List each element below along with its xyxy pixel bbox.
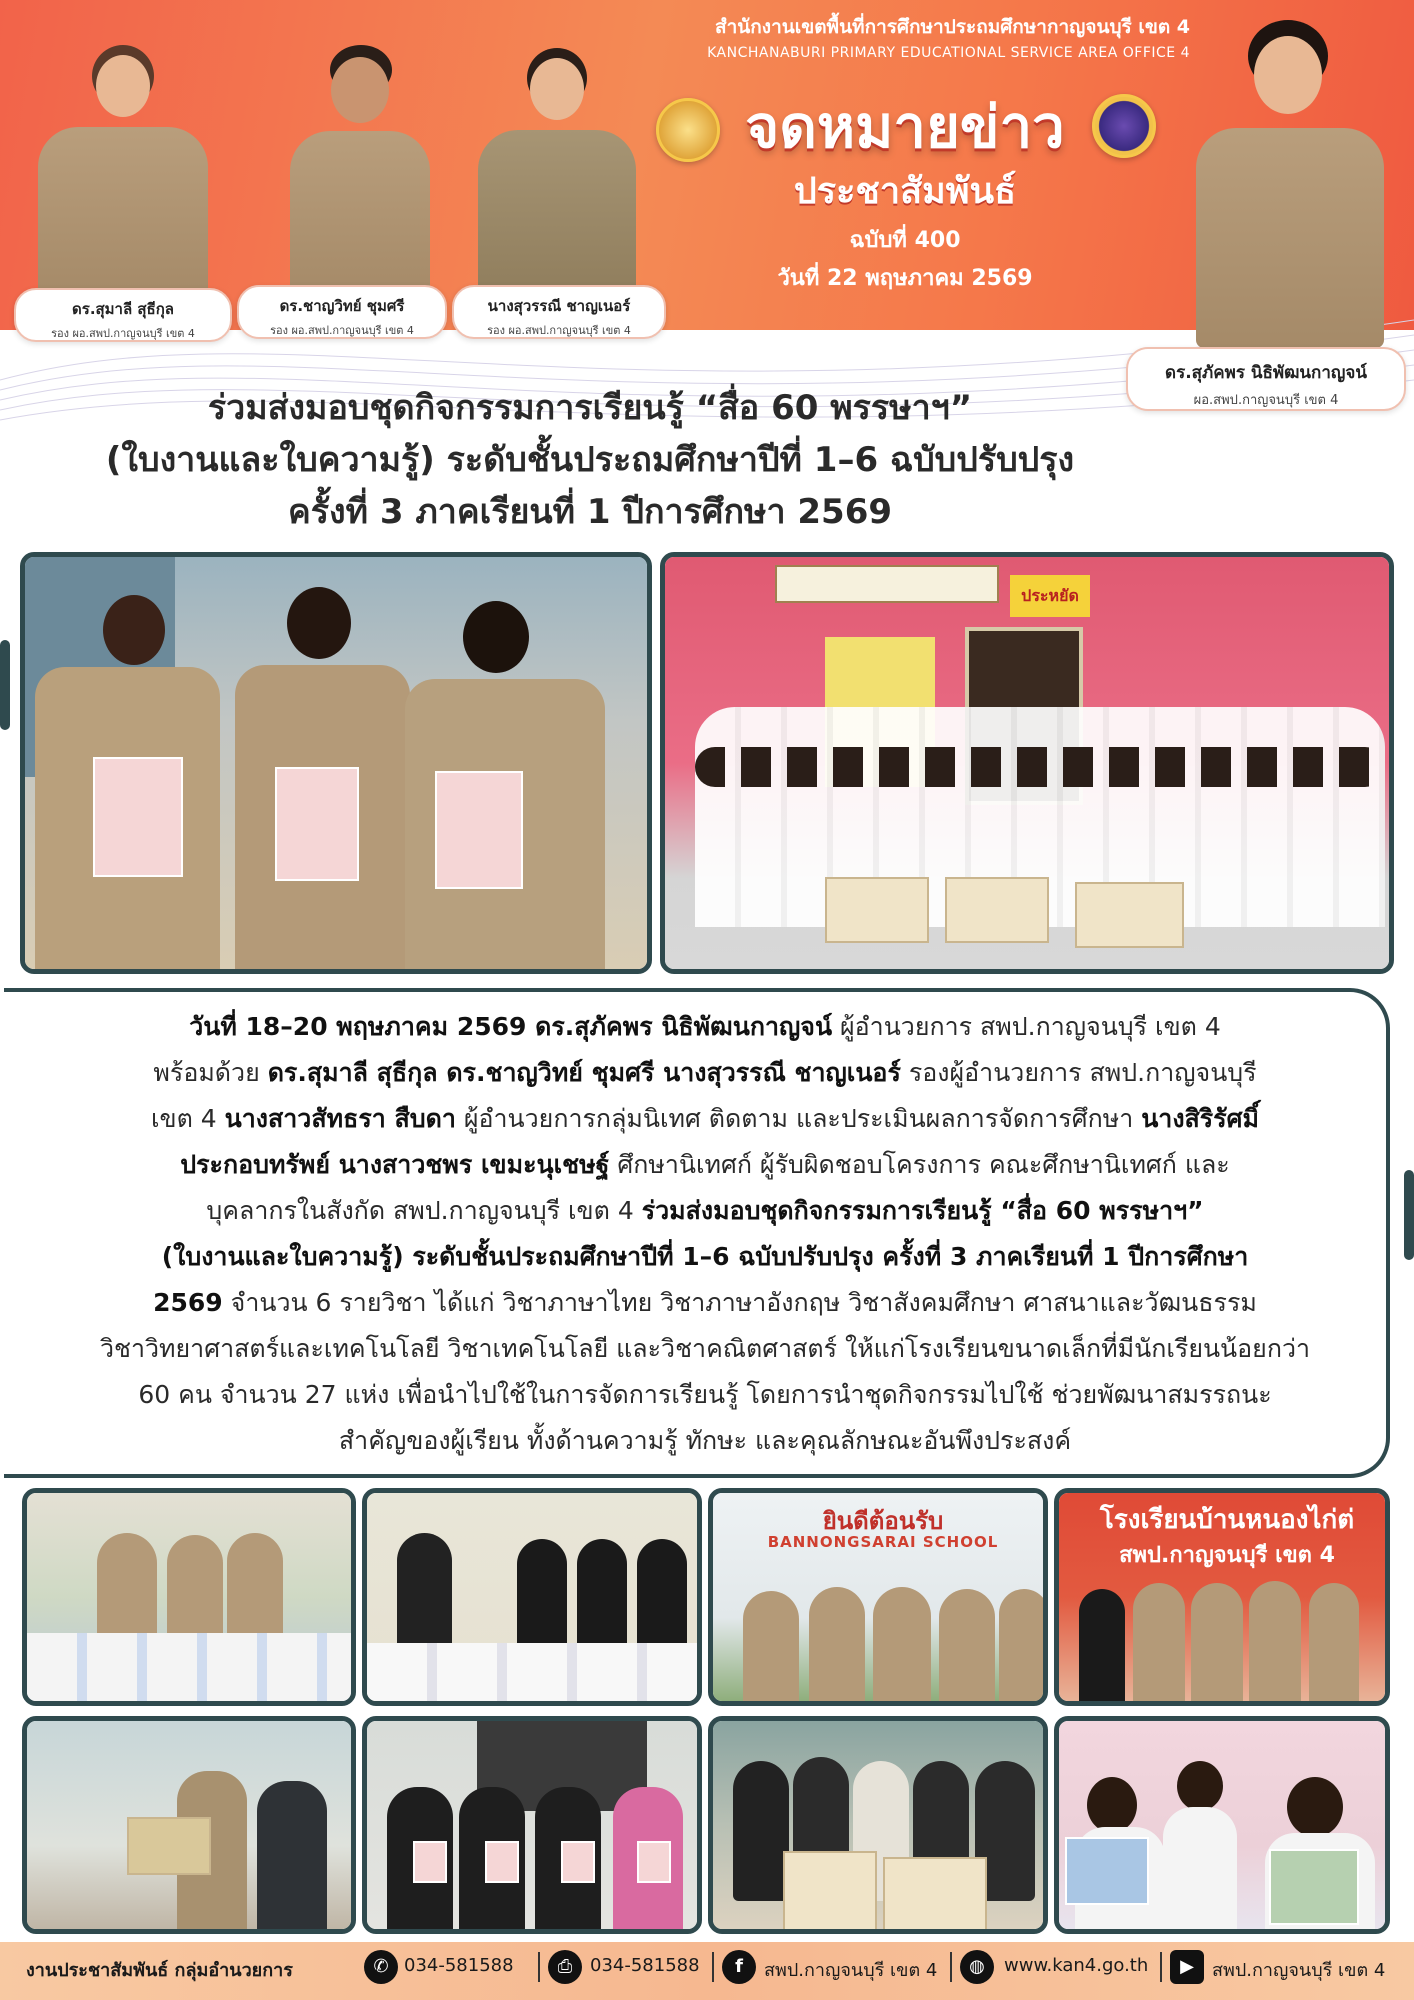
issue-number: ฉบับที่ 400 bbox=[849, 228, 961, 253]
issue-date: วันที่ 22 พฤษภาคม 2569 bbox=[777, 266, 1033, 291]
gallery-photo-1 bbox=[22, 1488, 356, 1706]
headline-line-3: ครั้งที่ 3 ภาคเรียนที่ 1 ปีการศึกษา 2569 bbox=[287, 492, 893, 532]
gallery-photo-6 bbox=[362, 1716, 702, 1934]
body-text: ศึกษานิเทศก์ ผู้รับผิดชอบโครงการ คณะศึกษานิเทศก์ และ bbox=[609, 1150, 1230, 1179]
body-text: เขต 4 bbox=[150, 1104, 225, 1133]
body-bold: 2569 bbox=[153, 1288, 223, 1317]
footer-divider bbox=[538, 1952, 540, 1982]
footer-facebook[interactable]: สพป.กาญจนบุรี เขต 4 bbox=[764, 1960, 938, 1981]
gallery-photo-8 bbox=[1054, 1716, 1390, 1934]
body-bold: (ใบงานและใบความรู้) ระดับชั้นประถมศึกษาปีที่ 1–6 ฉบับปรับปรุง ครั้งที่ 3 ภาคเรียนที่ 1 ปีการศึกษา bbox=[161, 1242, 1249, 1271]
official-name: นางสุวรรณี ชาญเนอร์ bbox=[487, 297, 631, 315]
official-portrait-2 bbox=[285, 45, 435, 295]
body-bold: นางสาวสัทธรา สืบดา bbox=[224, 1104, 456, 1133]
official-portrait-3 bbox=[472, 48, 642, 298]
org-name-thai: สำนักงานเขตพื้นที่การศึกษาประถมศึกษากาญจนบุรี เขต 4 bbox=[715, 16, 1190, 38]
body-text: วิชาวิทยาศาสตร์และเทคโนโลยี วิชาเทคโนโลยี และวิชาคณิตศาสตร์ ให้แก่โรงเรียนขนาดเล็กที่มีนักเรียนน้อยกว่า bbox=[99, 1334, 1311, 1363]
official-role: รอง ผอ.สพป.กาญจนบุรี เขต 4 bbox=[270, 324, 414, 337]
footer-department: งานประชาสัมพันธ์ กลุ่มอำนวยการ bbox=[26, 1960, 293, 1981]
youtube-icon[interactable]: ▶ bbox=[1170, 1950, 1204, 1984]
gallery-photo-7 bbox=[708, 1716, 1048, 1934]
gallery-photo-4 bbox=[1054, 1488, 1390, 1706]
body-bold: ร่วมส่งมอบชุดกิจกรรมการเรียนรู้ “สื่อ 60 พรรษาฯ” bbox=[641, 1196, 1204, 1225]
body-text: จำนวน 6 รายวิชา ได้แก่ วิชาภาษาไทย วิชาภาษาอังกฤษ วิชาสังคมศึกษา ศาสนาและวัฒนธรรม bbox=[222, 1288, 1257, 1317]
facebook-icon[interactable]: f bbox=[722, 1950, 756, 1984]
official-portrait-1 bbox=[30, 45, 215, 295]
director-name-card bbox=[1126, 347, 1406, 411]
gallery-photo-5 bbox=[22, 1716, 356, 1934]
official-name-card-2 bbox=[237, 285, 447, 339]
footer-fax[interactable]: 034-581588 bbox=[590, 1955, 700, 1976]
globe-icon: ◍ bbox=[960, 1950, 994, 1984]
obec-emblem-icon bbox=[656, 98, 720, 162]
body-text: พร้อมด้วย bbox=[153, 1058, 268, 1087]
body-text: 60 คน จำนวน 27 แห่ง เพื่อนำไปใช้ในการจัดการเรียนรู้ โดยการนำชุดกิจกรรมไปใช้ ช่วยพัฒนาสมรรถนะ bbox=[138, 1380, 1272, 1409]
headline-line-1: ร่วมส่งมอบชุดกิจกรรมการเรียนรู้ “สื่อ 60 พรรษาฯ” bbox=[207, 388, 973, 428]
school-name-sign: โรงเรียนบ้านหนองไก่ต่ bbox=[1099, 1505, 1355, 1535]
official-role: รอง ผอ.สพป.กาญจนบุรี เขต 4 bbox=[51, 327, 195, 340]
body-text: บุคลากรในสังกัด สพป.กาญจนบุรี เขต 4 bbox=[206, 1196, 642, 1225]
newsletter-subtitle: ประชาสัมพันธ์ bbox=[793, 171, 1017, 212]
body-bold: ดร.สุมาลี สุธีกุล ดร.ชาญวิทย์ ชุมศรี นางสุวรรณี ชาญเนอร์ bbox=[267, 1058, 901, 1087]
side-tab bbox=[1404, 1170, 1414, 1260]
headline-line-2: (ใบงานและใบความรู้) ระดับชั้นประถมศึกษาปีที่ 1–6 ฉบับปรับปรุง bbox=[105, 440, 1075, 480]
body-text: ผู้อำนวยการ สพป.กาญจนบุรี เขต 4 bbox=[832, 1012, 1221, 1041]
main-photo-officials bbox=[20, 552, 652, 974]
gallery-photo-3 bbox=[708, 1488, 1048, 1706]
fax-icon: ⎙ bbox=[548, 1950, 582, 1984]
official-name-card-1 bbox=[14, 288, 232, 342]
official-name: ดร.สุมาลี สุธีกุล bbox=[72, 300, 174, 318]
body-bold: วันที่ 18–20 พฤษภาคม 2569 ดร.สุภัคพร นิธิพัฒนกาญจน์ bbox=[189, 1012, 833, 1041]
director-role: ผอ.สพป.กาญจนบุรี เขต 4 bbox=[1193, 393, 1339, 408]
body-text: ผู้อำนวยการกลุ่มนิเทศ ติดตาม และประเมินผลการจัดการศึกษา bbox=[455, 1104, 1142, 1133]
director-name: ดร.สุภัคพร นิธิพัฒนกาญจน์ bbox=[1165, 363, 1367, 383]
school-sign: ยินดีต้อนรับ bbox=[822, 1507, 944, 1535]
body-text: สำคัญของผู้เรียน ทั้งด้านความรู้ ทักษะ และคุณลักษณะอันพึงประสงค์ bbox=[338, 1426, 1072, 1455]
news-headline bbox=[60, 382, 1120, 538]
footer-phone[interactable]: 034-581588 bbox=[404, 1955, 514, 1976]
footer-divider bbox=[1160, 1952, 1162, 1982]
gallery-photo-2 bbox=[362, 1488, 702, 1706]
director-portrait bbox=[1190, 20, 1390, 350]
royal-emblem-icon bbox=[1092, 94, 1156, 158]
official-role: รอง ผอ.สพป.กาญจนบุรี เขต 4 bbox=[487, 324, 631, 337]
main-photo-school-students bbox=[660, 552, 1394, 974]
side-tab bbox=[0, 640, 10, 730]
newsletter-title: จดหมายข่าว bbox=[745, 93, 1065, 161]
classroom-sign: ประหยัด bbox=[1010, 575, 1090, 617]
phone-icon: ✆ bbox=[364, 1950, 398, 1984]
official-name-card-3 bbox=[452, 285, 666, 339]
footer-youtube[interactable]: สพป.กาญจนบุรี เขต 4 bbox=[1212, 1960, 1386, 1981]
footer-website[interactable]: www.kan4.go.th bbox=[1004, 1955, 1149, 1976]
footer-divider bbox=[950, 1952, 952, 1982]
school-name-sign-2: สพป.กาญจนบุรี เขต 4 bbox=[1119, 1543, 1335, 1568]
org-name-english: KANCHANABURI PRIMARY EDUCATIONAL SERVICE AREA OFFICE 4 bbox=[707, 45, 1190, 61]
body-bold: นางสิริรัศมิ์ bbox=[1141, 1104, 1260, 1133]
footer-divider bbox=[712, 1952, 714, 1982]
school-sign-en: BANNONGSARAI SCHOOL bbox=[767, 1533, 999, 1551]
official-name: ดร.ชาญวิทย์ ชุมศรี bbox=[279, 297, 405, 315]
body-bold: ประกอบทรัพย์ นางสาวชพร เขมะนุเชษฐ์ bbox=[180, 1150, 610, 1179]
body-text: รองผู้อำนวยการ สพป.กาญจนบุรี bbox=[900, 1058, 1257, 1087]
news-body bbox=[24, 1004, 1386, 1464]
